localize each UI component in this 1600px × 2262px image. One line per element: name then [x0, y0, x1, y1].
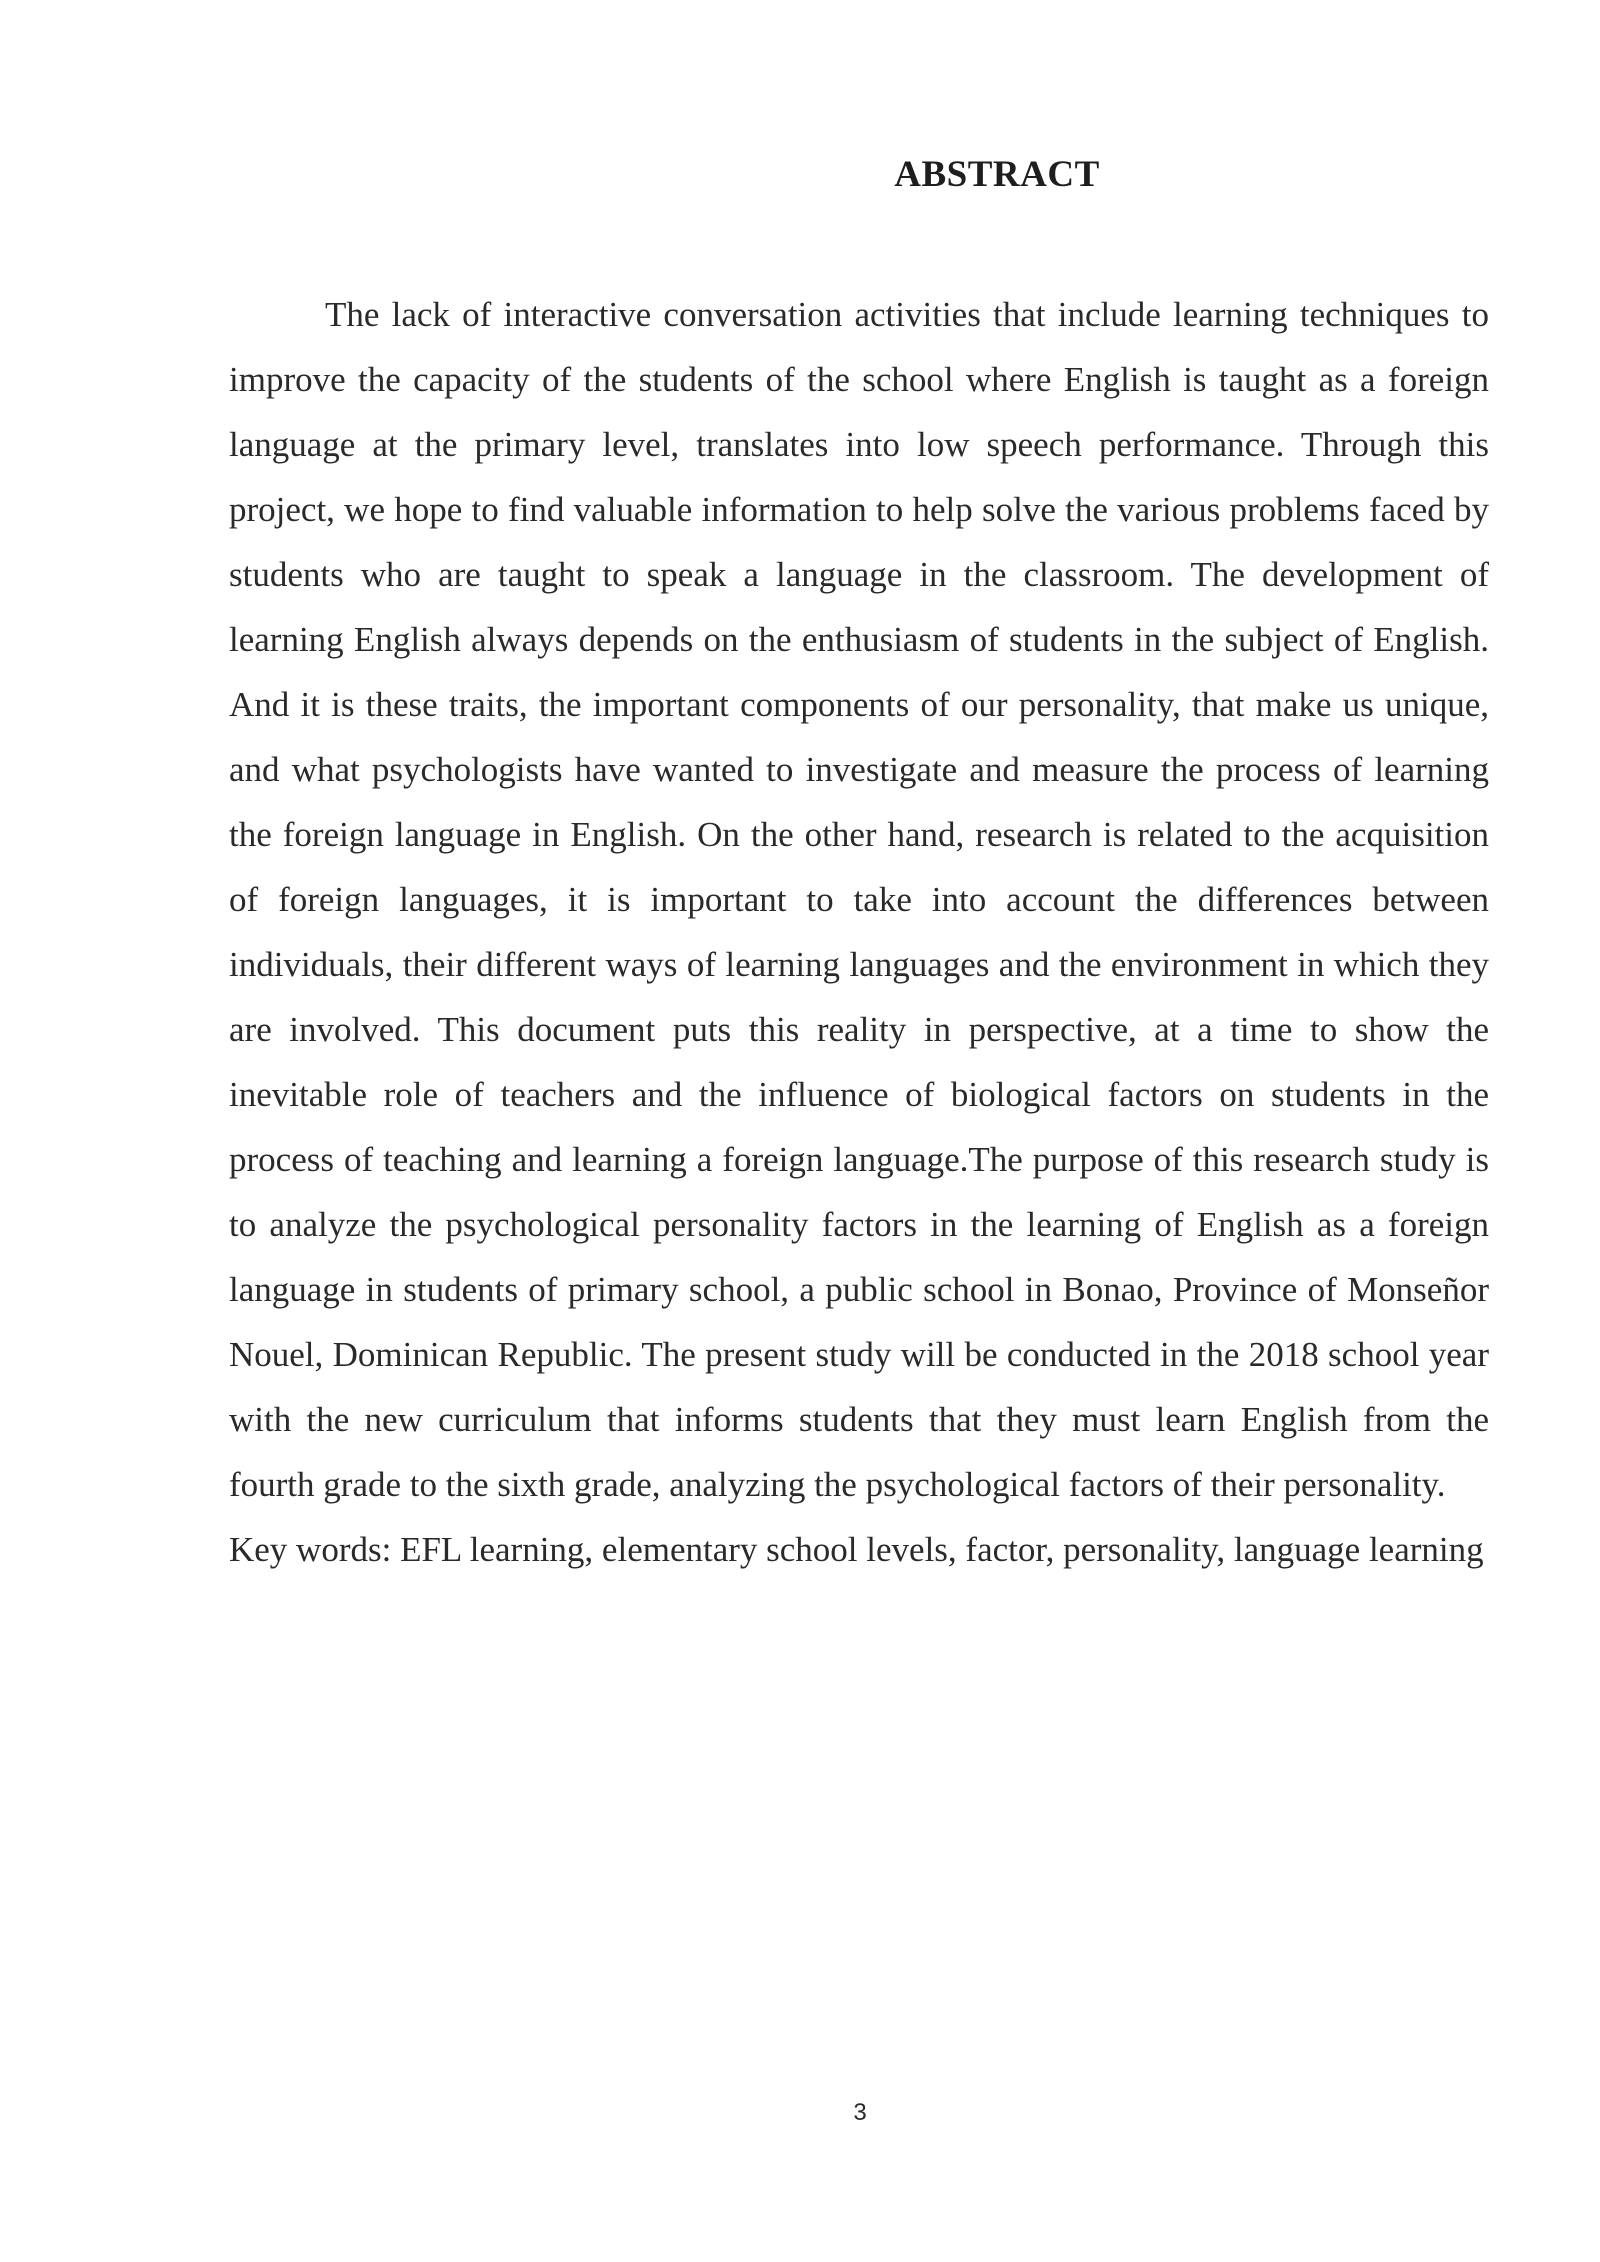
page-number: 3: [853, 2099, 867, 2126]
abstract-heading: ABSTRACT: [894, 154, 1100, 195]
keywords-line: Key words: EFL learning, elementary school levels, factor, personality, language learning: [229, 1530, 1484, 1569]
abstract-body: [229, 282, 1489, 1582]
abstract-paragraph: The lack of interactive conversation activities that include learning techniques to improve the capacity of the students of the school where English is taught as a foreign language at the primary level, translates into low speech performance. Through this project, we hope to find valuable information to help solve the various problems faced by students who are taught to speak a language in the classroom. The development of learning English always depends on the enthusiasm of students in the subject of English. And it is these traits, the important components of our personality, that make us unique, and what psychologists have wanted to investigate and measure the process of learning the foreign language in English. On the other hand, research is related to the acquisition of foreign languages, it is important to take into account the differences between individuals, their different ways of learning languages and the environment in which they are involved. This document puts this reality in perspective, at a time to show the inevitable role of teachers and the influence of biological factors on students in the process of teaching and learning a foreign language.The purpose of this research study is to analyze the psychological personality factors in the learning of English as a foreign language in students of primary school, a public school in Bonao, Province of Monseñor Nouel, Dominican Republic. The present study will be conducted in the 2018 school year with the new curriculum that informs students that they must learn English from the fourth grade to the sixth grade, analyzing the psychological factors of their personality.: [229, 295, 1489, 1504]
